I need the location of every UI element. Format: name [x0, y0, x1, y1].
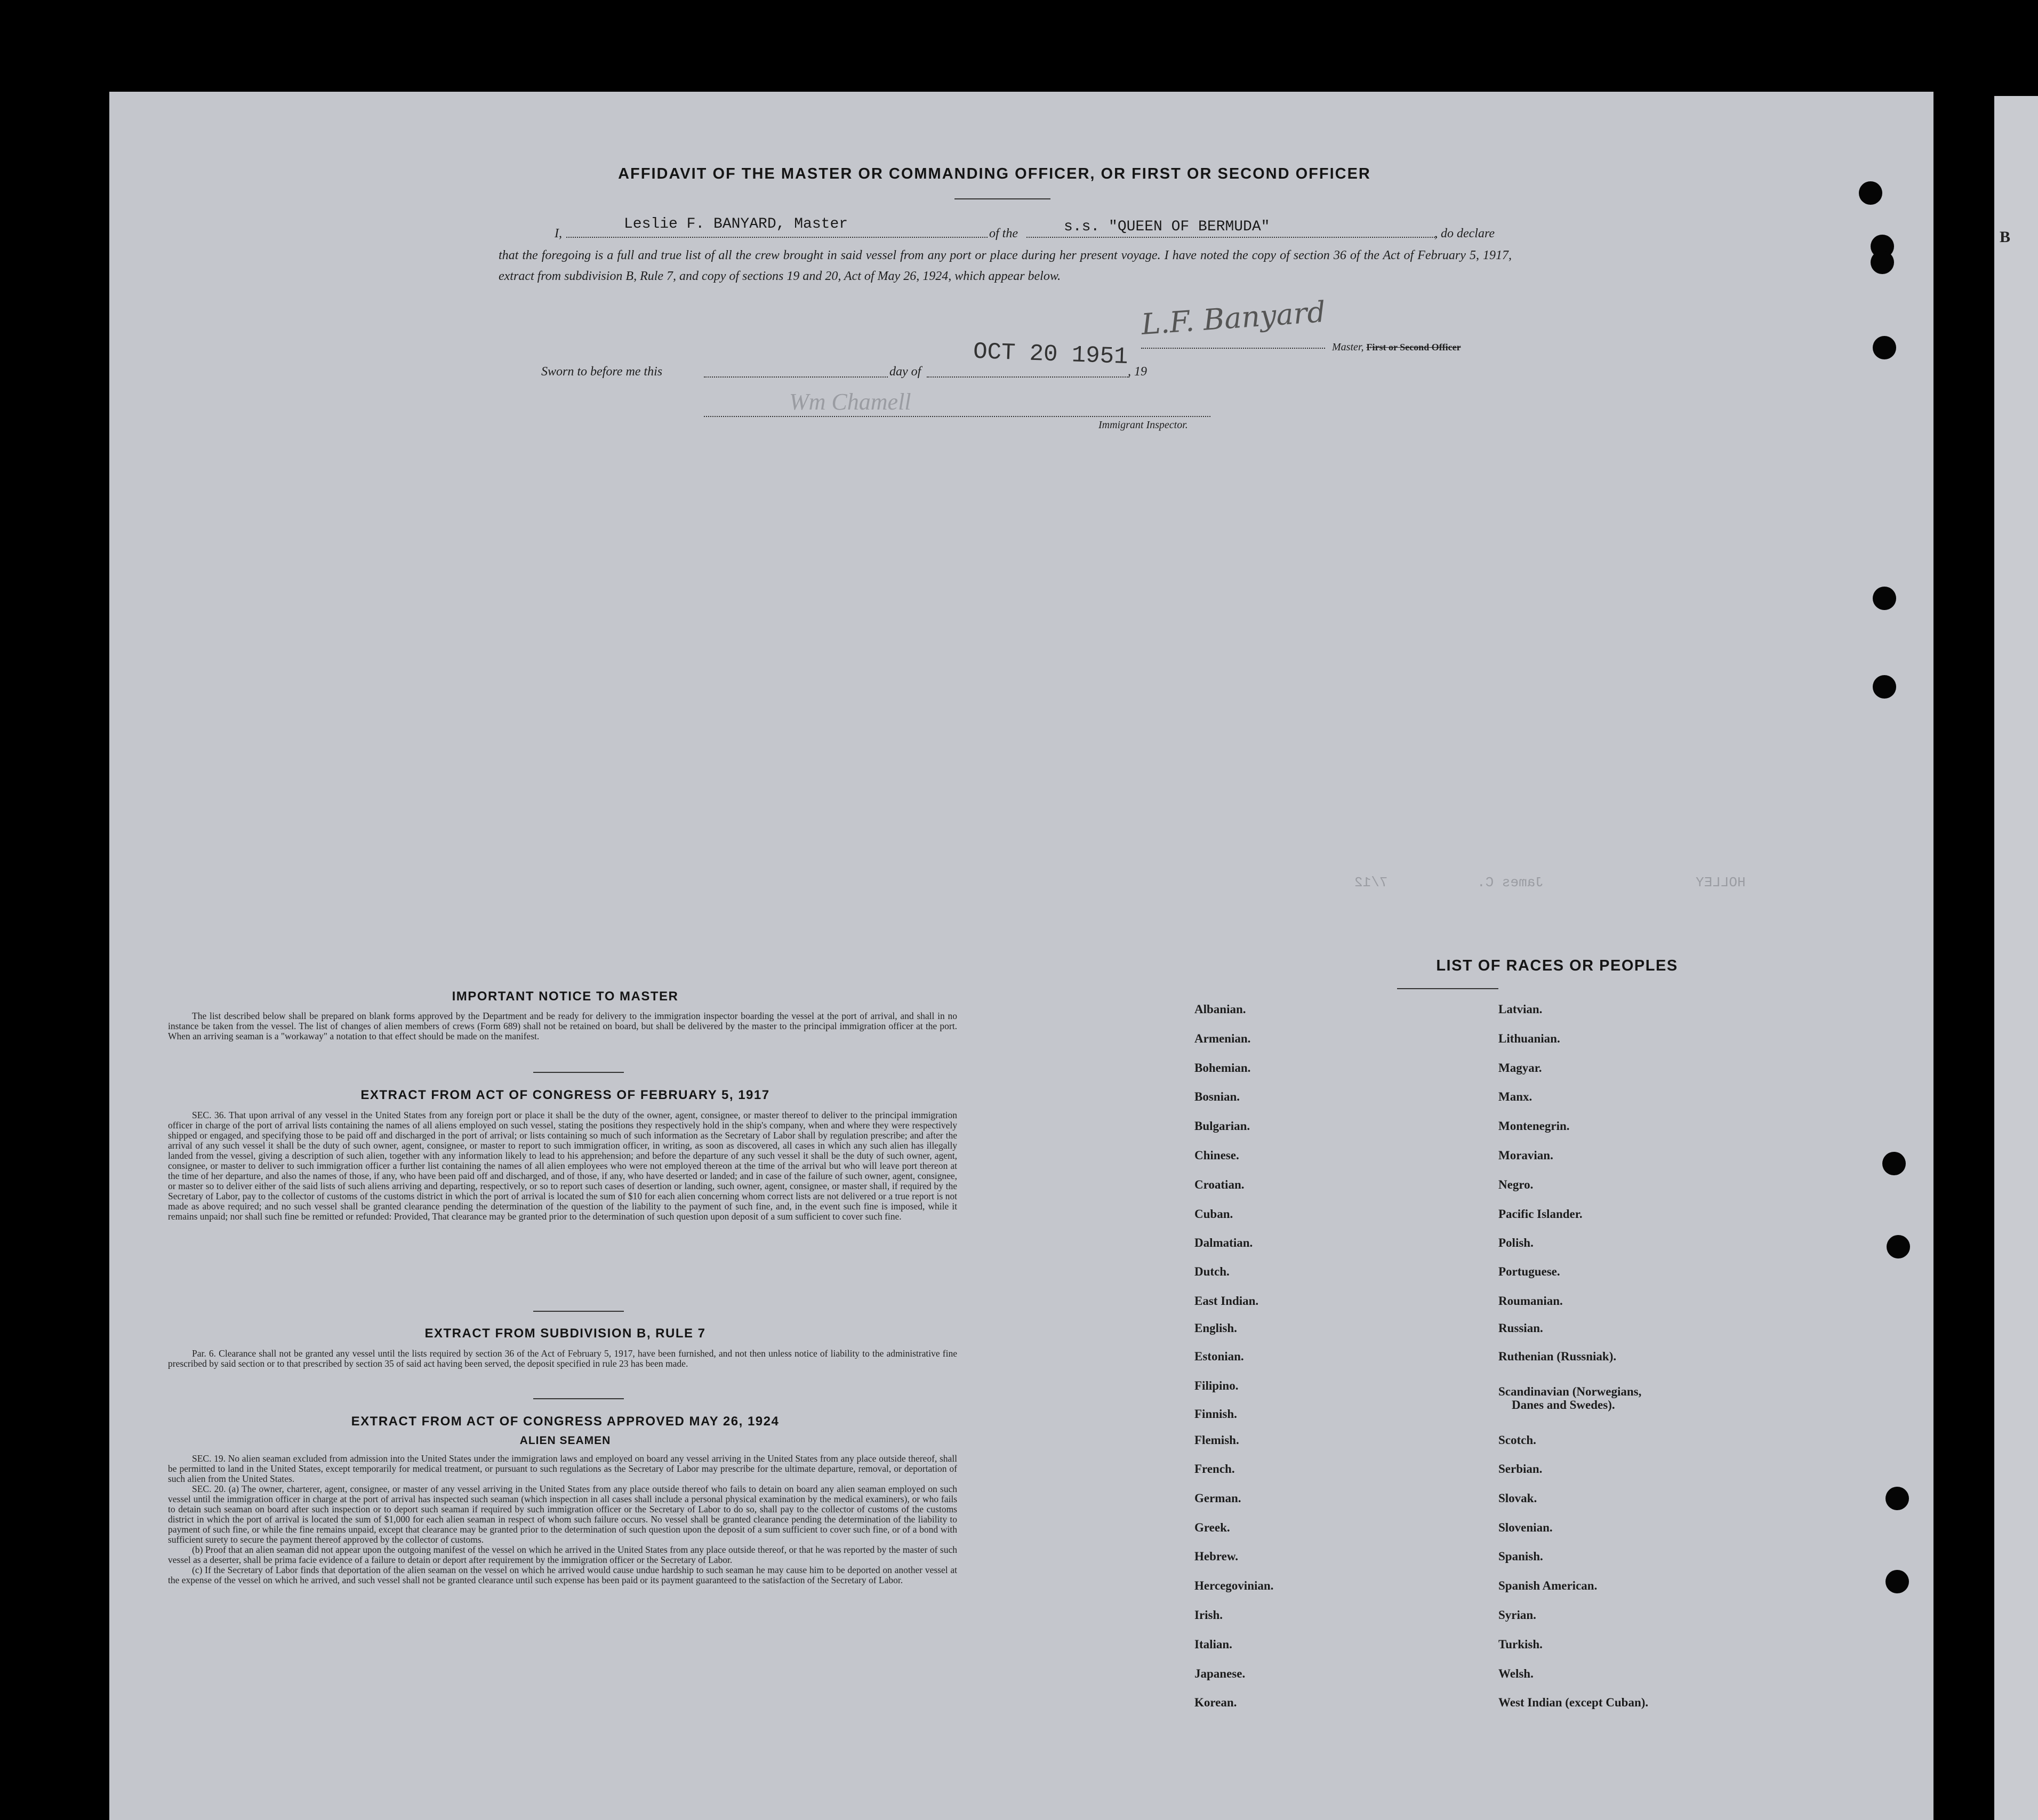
divider [1397, 988, 1498, 989]
race-item: Bohemian. [1194, 1061, 1251, 1075]
affidavit-body: that the foregoing is a full and true list of all the crew brought in said vessel from any port or place during her present voyage. I have noted the copy of section 36 of the Act of February 5, 1917, extract from subdivision B, Rule 7, and copy of sections 19 and 20, Act of May 26, 1924, which appear below. [499, 248, 1512, 283]
inspector-signature: Wm Chamell [789, 389, 911, 415]
punch-hole [1873, 675, 1896, 699]
extract-1924-title: EXTRACT FROM ACT OF CONGRESS APPROVED MAY 26, 1924 [351, 1414, 780, 1429]
divider [954, 198, 1050, 199]
sec-20b: (b) Proof that an alien seaman did not appear upon the outgoing manifest of the vessel on which he arrived in the United States from any place outside thereof, or that he was reported by the master of such vessel as a deserter, shall be prima facie evidence of a failure to detain or deport after requirement by the immigration officer or the Secretary of Labor. [168, 1544, 957, 1565]
sec-20c: (c) If the Secretary of Labor finds that deportation of the alien seaman on the vessel on which he arrived would cause undue hardship to such seaman he may cause him to be deported on another vessel at the expense of the vessel on which he arrived, and such vessel shall not be granted clearance until such expense has been paid or its payment guaranteed to the satisfaction of the Secretary of Labor. [168, 1565, 957, 1585]
race-item: Croatian. [1194, 1178, 1245, 1191]
struck-text: First or Second Officer [1366, 342, 1461, 352]
master-label: Master, First or Second Officer [1332, 341, 1461, 353]
race-item: Flemish. [1194, 1433, 1239, 1447]
notice-body: The list described below shall be prepared on blank forms approved by the Department and be ready for delivery to the immigration inspector boarding the vessel at the port of arrival, and shall in no instance be taken from the vessel. The list of changes of alien members of crews (Form 689) shall not be retained on board, but shall be delivered by the master to the principal immigration officer at the port. When an arriving seaman is a "workaway" a notation to that effect should be made on the manifest. [168, 1011, 957, 1041]
adjacent-page-edge [1994, 96, 2038, 1820]
race-item: Polish. [1498, 1236, 1534, 1249]
bleed-through-text: 7/12 [1354, 875, 1388, 891]
race-item: Hercegovinian. [1194, 1579, 1274, 1592]
bleed-through-text: James C. [1477, 875, 1544, 891]
punch-hole [1859, 181, 1882, 205]
punch-hole [1885, 1570, 1909, 1593]
day-of-label: day of [889, 365, 921, 379]
race-item: Italian. [1194, 1638, 1232, 1651]
extract-1924-body [168, 1454, 957, 1585]
divider [533, 1311, 624, 1312]
bleed-through-text: HOLLEY [1696, 875, 1746, 891]
i-label: I, [555, 227, 562, 240]
master-signature: L.F. Banyard [1140, 295, 1327, 341]
race-item: Slovak. [1498, 1492, 1537, 1505]
extract-rule7-title: EXTRACT FROM SUBDIVISION B, RULE 7 [424, 1326, 706, 1341]
of-the-label: of the [989, 227, 1018, 240]
race-item: Serbian. [1498, 1462, 1543, 1476]
race-item: Japanese. [1194, 1667, 1246, 1680]
race-item: Scotch. [1498, 1433, 1536, 1447]
race-item: West Indian (except Cuban). [1498, 1696, 1649, 1709]
race-item: Montenegrin. [1498, 1119, 1570, 1133]
race-item: Bosnian. [1194, 1090, 1240, 1103]
race-item: Irish. [1194, 1608, 1223, 1622]
race-item: Estonian. [1194, 1350, 1244, 1363]
punch-hole [1871, 251, 1894, 274]
race-item: Syrian. [1498, 1608, 1536, 1622]
punch-hole [1882, 1152, 1906, 1175]
race-item: English. [1194, 1321, 1237, 1335]
date-stamp: OCT 20 1951 [973, 338, 1129, 371]
do-declare-label: , do declare [1434, 227, 1495, 240]
extract-1917-body: SEC. 36. That upon arrival of any vessel in the United States from any foreign port or place it shall be the duty of the owner, agent, consignee, or master thereof to deliver to the principal immigration officer in charge of the port of arrival lists containing the names of all aliens employed on such vessel, stating the positions they respectively hold in the ship's company, when and where they were respectively shipped or engaged, and specifying those to be paid off and discharged in the port of arrival; or lists containing so much of such information as the Secretary of Labor shall by regulation prescribe; and after the arrival of any such vessel it shall be the duty of such owner, agent, consignee, or master to report to such immigration officer, in writing, as soon as discovered, all cases in which any such alien has illegally landed from the vessel, giving a description of such alien, together with any information likely to lead to his apprehension; and before the departure of any such vessel it shall be the duty of such owner, agent, consignee, or master to deliver to such immigration officer a further list containing the names of all alien employees who were not employed thereon at the time of the arrival but who will leave port thereon at the time of her departure, and also the names of those, if any, who have been paid off and discharged, and of those, if any, who have deserted or landed; and in case of the failure of such owner, agent, consignee, or master so to deliver either of the said lists of such aliens arriving and departing, respectively, or so to report such cases of desertion or landing, such owner, agent, consignee, or master shall, if required by the Secretary of Labor, pay to the collector of customs of the customs district in which the port of arrival is located the sum of $10 for each alien concerning whom correct lists are not delivered or a true report is not made as above required; and no such vessel shall be granted clearance pending the determination of the question of the liability to the payment of such fine, and, in the event such fine is imposed, while it remains unpaid; nor shall such fine be remitted or refunded: Provided, That clearance may be granted prior to the determination of such question upon deposit of a sum sufficient to cover such fine. [168, 1110, 957, 1222]
race-item: Korean. [1194, 1696, 1237, 1709]
inspector-label: Immigrant Inspector. [1098, 419, 1188, 431]
sworn-label: Sworn to before me this [541, 365, 663, 379]
race-item: Danes and Swedes). [1512, 1398, 1615, 1412]
races-title: LIST OF RACES OR PEOPLES [1436, 957, 1678, 974]
race-item: Lithuanian. [1498, 1032, 1560, 1045]
punch-hole [1873, 587, 1896, 610]
sec-20a: SEC. 20. (a) The owner, charterer, agent, consignee, or master of any vessel arriving in the United States from any place outside thereof who fails to detain on board any alien seaman employed on such vessel until the immigration officer in charge at the port of arrival has inspected such seaman (which inspection in all cases shall include a personal physical examination by the medical examiners), or who fails to detain such seaman on board after such inspection or to deport such seaman if required by such immigration officer or the Secretary of Labor to do so, shall pay to the collector of customs of the customs district in which the port of arrival is located the sum of $1,000 for each alien seaman in respect of whom such failure occurs. No vessel shall be granted clearance pending the determination of the liability to payment of such fine, or while the fine remains unpaid, except that clearance may be granted prior to the determination of such question upon the deposit of a sum sufficient to cover such fine, or of a bond with sufficient surety to secure the payment thereof approved by the collector of customs. [168, 1484, 957, 1545]
race-item: Russian. [1498, 1321, 1543, 1335]
race-item: Spanish. [1498, 1550, 1543, 1563]
race-item: Latvian. [1498, 1003, 1543, 1016]
sec-19: SEC. 19. No alien seaman excluded from admission into the United States under the immigration laws and employed on board any vessel arriving in the United States from any place outside thereof, shall be permitted to land in the United States, except temporarily for medical treatment, or pursuant to such regulations as the Secretary of Labor may prescribe for the ultimate departure, removal, or deportation of such alien from the United States. [168, 1453, 957, 1484]
race-item: Negro. [1498, 1178, 1534, 1191]
race-item: Hebrew. [1194, 1550, 1238, 1563]
affidavit-title: AFFIDAVIT OF THE MASTER OR COMMANDING OFFICER, OR FIRST OR SECOND OFFICER [618, 165, 1371, 182]
race-item: Albanian. [1194, 1003, 1246, 1016]
race-item: Roumanian. [1498, 1294, 1563, 1308]
race-item: French. [1194, 1462, 1235, 1476]
punch-hole [1887, 1235, 1910, 1258]
extract-1924-subtitle: ALIEN SEAMEN [519, 1434, 611, 1447]
race-item: Portuguese. [1498, 1265, 1560, 1278]
race-item: Welsh. [1498, 1667, 1534, 1680]
punch-hole [1885, 1487, 1909, 1510]
race-item: Slovenian. [1498, 1521, 1553, 1534]
vessel-name: s.s. "QUEEN OF BERMUDA" [1064, 219, 1270, 235]
race-item: Ruthenian (Russniak). [1498, 1350, 1617, 1363]
year-label: , 19 [1128, 365, 1147, 379]
race-item: Moravian. [1498, 1149, 1553, 1162]
divider [533, 1398, 624, 1399]
race-item: Finnish. [1194, 1407, 1237, 1421]
adjacent-page-letter: B [2000, 228, 2011, 246]
divider [533, 1072, 624, 1073]
race-item: Armenian. [1194, 1032, 1251, 1045]
notice-title: IMPORTANT NOTICE TO MASTER [452, 989, 679, 1004]
race-item: Magyar. [1498, 1061, 1542, 1075]
race-item: Turkish. [1498, 1638, 1543, 1651]
race-item: Filipino. [1194, 1379, 1239, 1392]
race-item: Chinese. [1194, 1149, 1239, 1162]
extract-rule7-body: Par. 6. Clearance shall not be granted any vessel until the lists required by section 36 of the Act of February 5, 1917, have been furnished, and not then unless notice of liability to the administrative fine prescribed by said section or to that prescribed by section 35 of said act having been served, the deposit specified in rule 23 has been made. [168, 1348, 957, 1369]
race-item: Spanish American. [1498, 1579, 1598, 1592]
race-item: Dalmatian. [1194, 1236, 1253, 1249]
race-item: Scandinavian (Norwegians, [1498, 1385, 1642, 1398]
officer-name: Leslie F. BANYARD, Master [624, 216, 848, 232]
punch-hole [1873, 336, 1896, 359]
race-item: German. [1194, 1492, 1241, 1505]
race-item: Greek. [1194, 1521, 1230, 1534]
race-item: Manx. [1498, 1090, 1532, 1103]
race-item: East Indian. [1194, 1294, 1259, 1308]
race-item: Bulgarian. [1194, 1119, 1250, 1133]
race-item: Dutch. [1194, 1265, 1230, 1278]
race-item: Cuban. [1194, 1207, 1233, 1221]
extract-1917-title: EXTRACT FROM ACT OF CONGRESS OF FEBRUARY 5, 1917 [360, 1088, 770, 1102]
race-item: Pacific Islander. [1498, 1207, 1583, 1221]
